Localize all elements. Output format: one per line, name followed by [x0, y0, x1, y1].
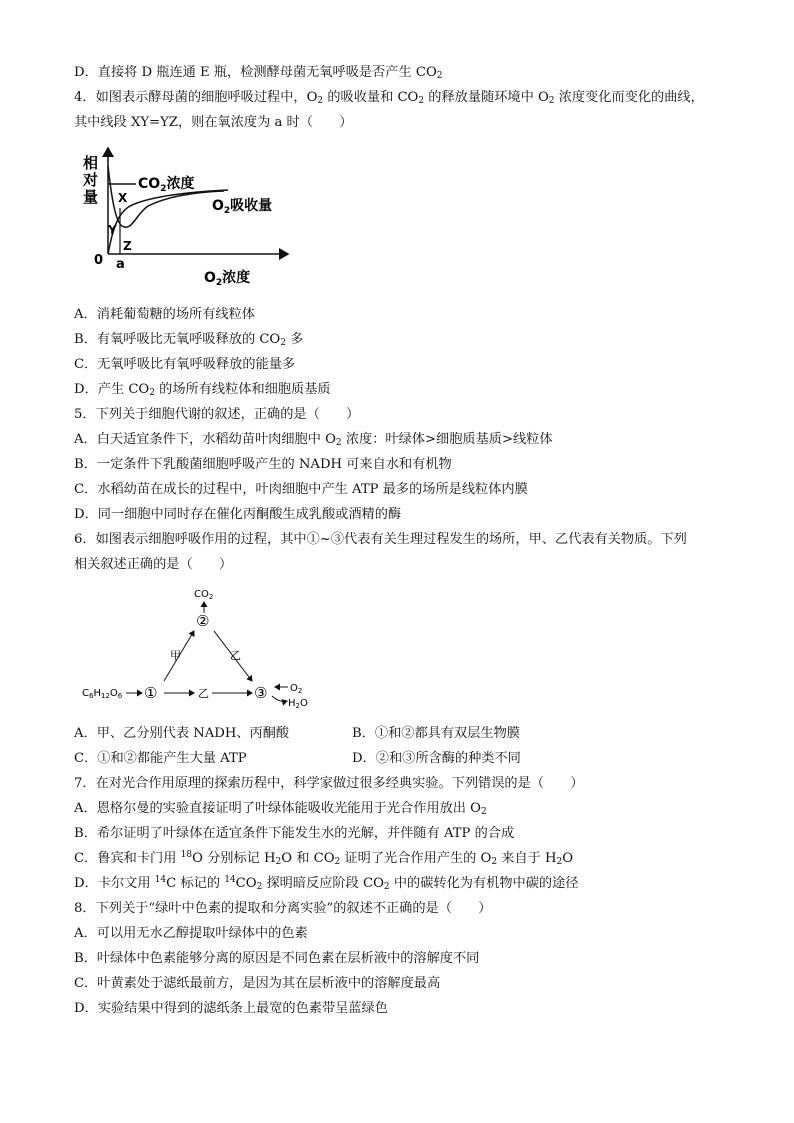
q6-diagram	[80, 583, 320, 713]
q6-node-1: ①	[144, 684, 158, 702]
q4-point-y: Y	[108, 223, 117, 237]
q6-node-3: ③	[254, 684, 268, 702]
q5-stem: 5．下列关于细胞代谢的叙述，正确的是（ ）	[74, 407, 360, 422]
q4-y-label-3: 量	[83, 188, 99, 206]
q8-option-a: A．可以用无水乙醇提取叶绿体中的色素	[74, 926, 308, 941]
q4-stem-line2: 其中线段 XY=YZ，则在氧浓度为 a 时（ ）	[74, 115, 353, 130]
q8-option-d: D．实验结果中得到的滤纸条上最宽的色素带呈蓝绿色	[74, 1001, 388, 1016]
q6-option-a: A．甲、乙分别代表 NADH、丙酮酸	[74, 726, 290, 741]
q8-stem: 8．下列关于“绿叶中色素的提取和分离实验”的叙述不正确的是（ ）	[74, 901, 492, 916]
q4-point-x: X	[118, 191, 128, 205]
q4-option-d: D．产生 $CO_2$ 的场所有线粒体和细胞质基质	[74, 382, 331, 398]
q4-y-label-2: 对	[83, 171, 99, 189]
q7-option-d: D．卡尔文用 $^{14}$C 标记的 $^{14}CO_2$ 探明暗反应阶段 $CO_2$ 中的碳转化为有机物中碳的途径	[74, 875, 579, 892]
q6-glucose: $C_6H_{12}O_6$	[82, 688, 123, 700]
q4-graph	[78, 142, 298, 292]
q6-co2: $CO_2$	[194, 589, 214, 601]
q4-option-a: A．消耗葡萄糖的场所有线粒体	[74, 307, 255, 322]
q7-option-a: A．恩格尔曼的实验直接证明了叶绿体能吸收光能用于光合作用放出 $O_2$	[74, 801, 487, 817]
q5-option-a: A．白天适宜条件下，水稻幼苗叶肉细胞中 $O_2$ 浓度：叶绿体>细胞质基质>线粒体	[74, 432, 553, 448]
q3-option-d: D．直接将 D 瓶连通 E 瓶，检测酵母菌无氧呼吸是否产生 $CO_2$	[74, 65, 443, 81]
q5-option-b: B．一定条件下乳酸菌细胞呼吸产生的 NADH 可来自水和有机物	[74, 457, 452, 472]
q4-y-label-1: 相	[83, 154, 99, 172]
q4-x-label: $O_2$浓度	[204, 270, 251, 288]
q6-yi-lower: 乙	[198, 687, 209, 700]
q5-option-d: D．同一细胞中同时存在催化丙酮酸生成乳酸或酒精的酶	[74, 507, 402, 522]
q6-jia: 甲	[170, 649, 181, 662]
q7-option-c: C．鲁宾和卡门用 $^{18}$O 分别标记 $H_2O$ 和 $CO_2$ 证明了光合作用产生的 $O_2$ 来自于 $H_2O$	[74, 850, 574, 867]
q4-point-z: Z	[123, 239, 132, 253]
q8-option-c: C．叶黄素处于滤纸最前方，是因为其在层析液中的溶解度最高	[74, 976, 441, 991]
q6-stem-line2: 相关叙述正确的是（ ）	[74, 557, 233, 572]
q7-stem: 7．在对光合作用原理的探索历程中，科学家做过很多经典实验。下列错误的是（ ）	[74, 776, 584, 791]
q6-h2o: $H_2O$	[288, 698, 308, 710]
q6-stem-line1: 6．如图表示细胞呼吸作用的过程，其中①~③代表有关生理过程发生的场所，甲、乙代表有关物质。下列	[74, 532, 687, 547]
q6-yi-upper: 乙	[230, 649, 241, 662]
q6-option-d: D．②和③所含酶的种类不同	[352, 751, 521, 766]
q7-option-b: B．希尔证明了叶绿体在适宜条件下能发生水的光解，并伴随有 ATP 的合成	[74, 826, 515, 841]
q6-o2: $O_2$	[290, 683, 303, 695]
q4-origin: 0	[94, 253, 104, 268]
q4-option-c: C．无氧呼吸比有氧呼吸释放的能量多	[74, 357, 296, 372]
q4-a-tick: a	[116, 257, 125, 272]
q4-option-b: B．有氧呼吸比无氧呼吸释放的 $CO_2$ 多	[74, 332, 304, 348]
q6-option-b: B．①和②都具有双层生物膜	[352, 726, 520, 741]
q6-option-c: C．①和②都能产生大量 ATP	[74, 751, 247, 766]
q4-co2-label: $CO_2$浓度	[138, 176, 195, 194]
q8-option-b: B．叶绿体中色素能够分离的原因是不同色素在层析液中的溶解度不同	[74, 951, 480, 966]
q4-stem-line1: 4．如图表示酵母菌的细胞呼吸过程中，$O_2$ 的吸收量和 $CO_2$ 的释放量随环境中 $O_2$ 浓度变化而变化的曲线，	[74, 90, 704, 106]
q5-option-c: C．水稻幼苗在成长的过程中，叶肉细胞中产生 ATP 最多的场所是线粒体内膜	[74, 482, 528, 497]
q4-o2-label: $O_2$吸收量	[212, 198, 273, 216]
q6-node-2: ②	[196, 612, 210, 630]
